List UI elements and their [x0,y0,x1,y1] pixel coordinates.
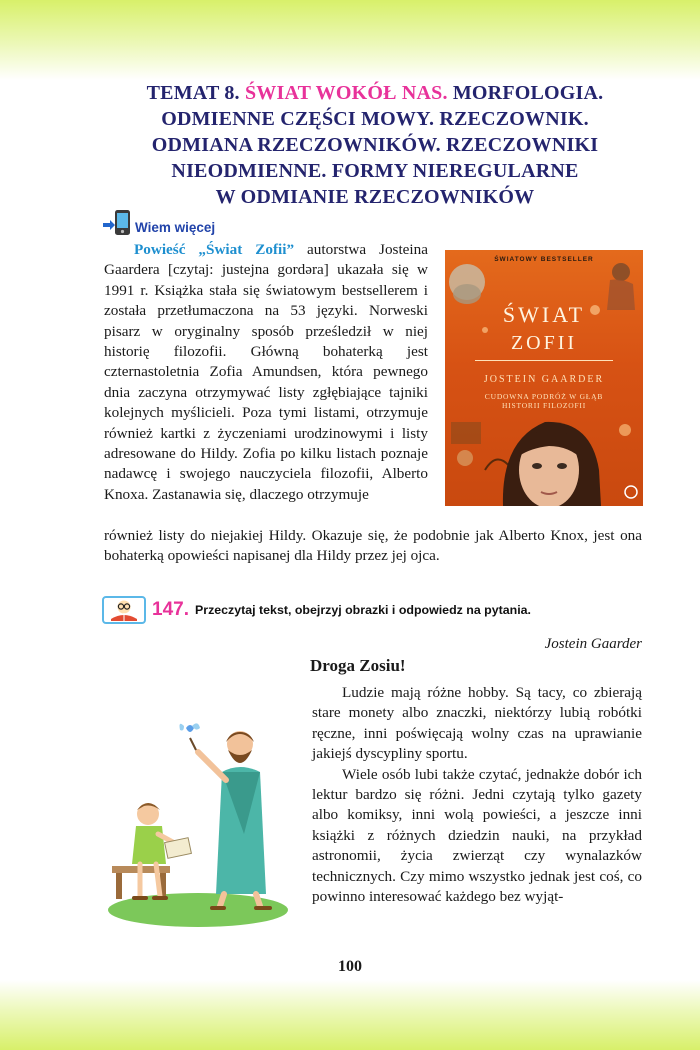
task-instruction: Przeczytaj tekst, obejrzyj obrazki i odpowiedz na pytania. [194,603,531,617]
letter-title: Droga Zosiu! [310,656,406,675]
page-number: 100 [338,958,362,975]
intro-paragraph [104,240,428,505]
letter-paragraph-1: Ludzie mają różne hobby. Są tacy, co zbierają stare monety albo znaczki, niektórzy lubią robótki ręczne, inni poświęcają wolny czas na uprawianie jakiejś dyscypliny sportu. [312,684,642,763]
cover-author: JOSTEIN GAARDER [483,374,605,385]
cover-rule [475,360,613,361]
intro-body: autorstwa Josteina Gaardera [czytaj: justejna gordəra] ukazała się w 1991 r. Książka stała się światowym bestsellerem i została przetłumaczona na 53 języki. Norweski pisarz w oryginalny sposób prześledził w niej historię filozofii. Główną bohaterką jest czternastoletnia Zofia Amundsen, która pewnego dnia zaczyna otrzymywać listy zgłębiające tajniki kolejnych myślicieli. Poza tymi listami, otrzymuje również kartki z życzeniami urodzinowymi i listy adresowane do Hildy. Zofia po kilku listach poznaje nadawcę i swojego nauczyciela filozofii, Alberto Knoxa. Zastanawia się, dlaczego otrzymuje [104,241,428,503]
intro-continuation: również listy do niejakiej Hildy. Okazuje się, że podobnie jak Alberto Knox, jest ona bohaterką opowieści napisanej dla Hildy przez jej ojca. [104,527,642,565]
bottom-color-band [0,980,700,1050]
task-number: 147. [152,599,189,620]
cover-title-line2: ZOFII [510,332,578,354]
cover-badge: ŚWIATOWY BESTSELLER [494,256,594,263]
philosopher-student-illustration [100,714,305,929]
task-147 [102,596,531,624]
letter-paragraph-2: Wiele osób lubi także czytać, jednakże dobór ich lektur bardzo się różni. Jedni czytają tylko gazety albo komiksy, inni wolą powieści, a jeszcze inni książki z różnych dziedzin nauki, na przykład astronomii, życia zwierząt czy wynalazków technicznych. Czy mimo wszystko jednak jest coś, co powinno interesować każdego bez wyjąt- [312,765,642,906]
heading-line3: ODMIANA RZECZOWNIKÓW. RZECZOWNIKI [151,134,599,156]
section-label: Wiem więcej [135,220,216,235]
cover-subtitle-line2: HISTORII FILOZOFII [501,401,587,410]
book-cover-image [445,250,643,506]
top-color-band [0,0,700,80]
cover-subtitle [445,392,643,410]
heading-prefix: TEMAT 8. [146,82,240,104]
heading-line5: W ODMIANIE RZECZOWNIKÓW [215,186,535,208]
heading-line2: ODMIENNE CZĘŚCI MOWY. RZECZOWNIK. [161,108,589,130]
cover-subtitle-line1: CUDOWNA PODRÓŻ W GŁĄB [484,392,604,401]
reading-glasses-icon [102,596,146,624]
letter-author: Jostein Gaarder [544,636,642,652]
letter-text [312,683,642,907]
heading-highlight: ŚWIAT WOKÓŁ NAS. [244,82,448,104]
section-wiem-wiecej [102,208,215,236]
heading-line4: NIEODMIENNE. FORMY NIEREGULARNE [171,160,579,182]
cover-title-line1: ŚWIAT [502,302,586,327]
phone-arrow-icon [102,208,132,236]
book-title-inline: Powieść „Świat Zofii” [134,241,295,258]
heading-line1-rest: MORFOLOGIA. [452,82,604,104]
lesson-heading [105,80,645,210]
